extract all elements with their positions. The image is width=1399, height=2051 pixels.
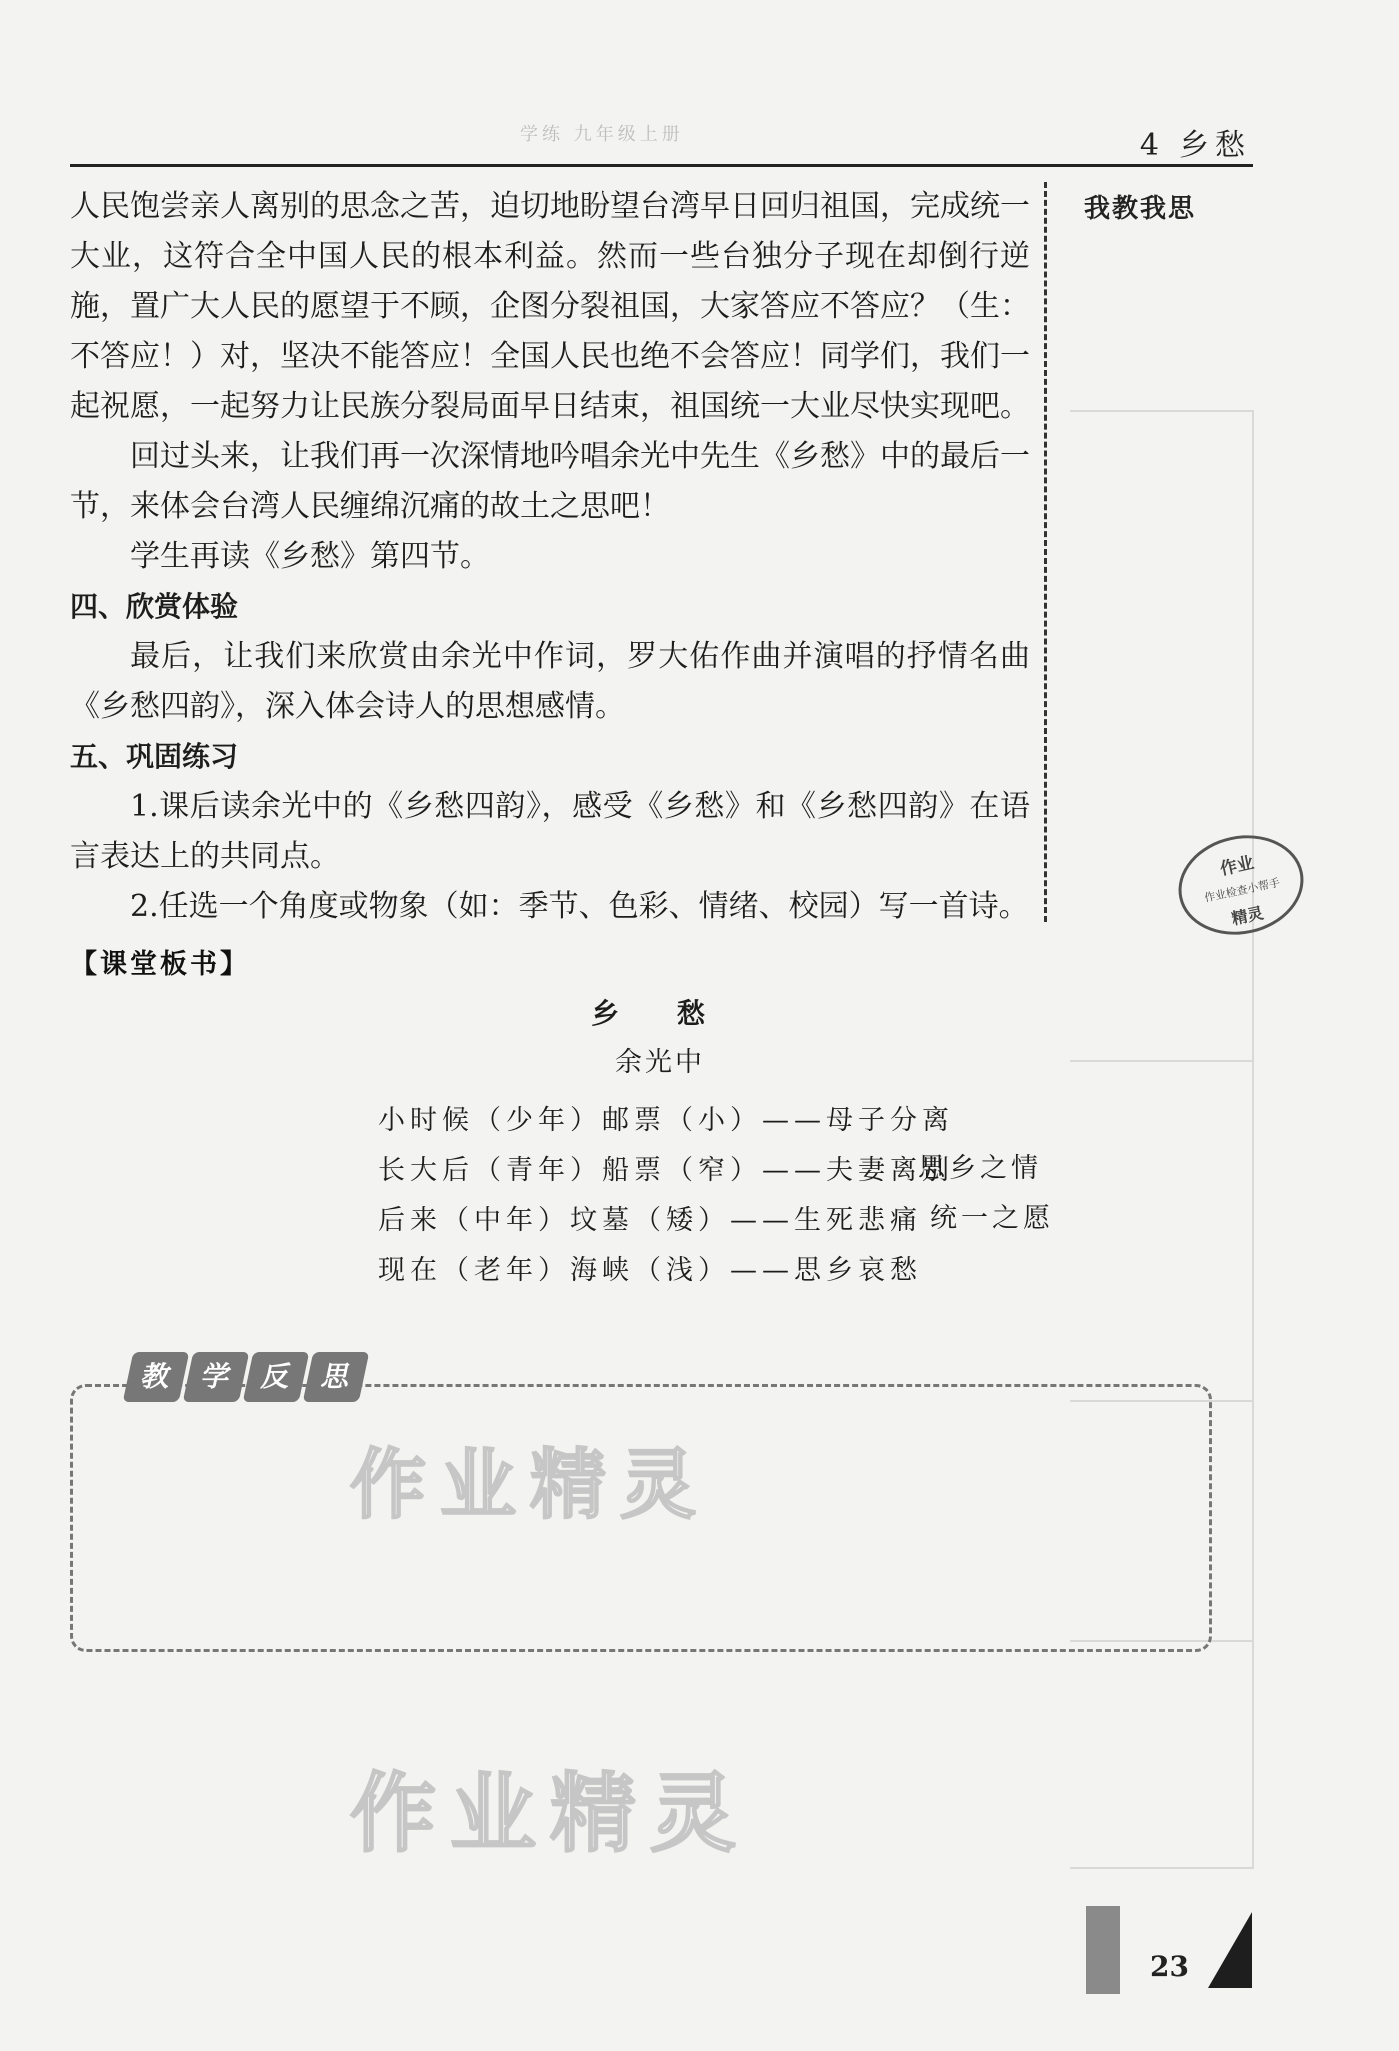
paragraph: 学生再读《乡愁》第四节。	[130, 539, 490, 574]
board-author: 余光中	[615, 1047, 705, 1078]
paragraph: 2.任选一个角度或物象（如：季节、色彩、情绪、校园）写一首诗。	[130, 889, 1029, 924]
watermark: 作业精灵	[350, 1440, 710, 1529]
reflection-banner	[128, 1352, 364, 1402]
chapter-title: 乡愁	[1179, 128, 1251, 163]
footer-gray-block	[1086, 1906, 1120, 1994]
board-line: 现在（老年）海峡（浅）——思乡哀愁	[378, 1255, 922, 1286]
banner-char: 思	[303, 1352, 370, 1402]
column-divider	[1044, 182, 1047, 922]
stamp-line: 精灵	[1229, 903, 1266, 929]
banner-char: 教	[123, 1352, 190, 1402]
side-column-title: 我教我思	[1084, 194, 1197, 224]
board-side-note: 统一之愿	[930, 1203, 1054, 1234]
stamp-line: 作业	[1218, 853, 1256, 880]
watermark: 作业精灵	[350, 1764, 750, 1864]
header-faint-text: 学练 九年级上册	[520, 124, 684, 145]
banner-char: 学	[183, 1352, 250, 1402]
board-line: 小时候（少年）邮票（小）——母子分离	[378, 1105, 954, 1136]
page-number: 23	[1150, 1950, 1189, 1983]
paragraph: 人民饱尝亲人离别的思念之苦，迫切地盼望台湾早日回归祖国，完成统一大业，这符合全中国人民的根本利益。然而一些台独分子现在却倒行逆施，置广大人民的愿望于不顾，企图分裂祖国，大家答应不答应？（生：不答应！）对，坚决不能答应！全国人民也绝不会答应！同学们，我们一起祝愿，一起努力让民族分裂局面早日结束，祖国统一大业尽快实现吧。	[70, 189, 1030, 424]
paragraph: 回过头来，让我们再一次深情地吟唱余光中先生《乡愁》中的最后一节，来体会台湾人民缠绵沉痛的故土之思吧！	[70, 439, 1030, 524]
board-label: 【课堂板书】	[70, 949, 250, 980]
chapter-heading	[1140, 120, 1251, 164]
chapter-number: 4	[1139, 128, 1165, 163]
board-line: 长大后（青年）船票（窄）——夫妻离别	[378, 1155, 954, 1186]
board-lines	[378, 1096, 954, 1296]
board-title: 乡 愁	[591, 997, 729, 1030]
banner-char: 反	[243, 1352, 310, 1402]
board-side-note: 思乡之情	[918, 1153, 1042, 1184]
footer-triangle	[1208, 1912, 1252, 1988]
main-text	[70, 182, 1030, 932]
stamp-line: 作业检查小帮手	[1203, 876, 1282, 905]
paragraph: 最后，让我们来欣赏由余光中作词，罗大佑作曲并演唱的抒情名曲《乡愁四韵》，深入体会诗人的思想感情。	[70, 639, 1030, 724]
paragraph: 1.课后读余光中的《乡愁四韵》，感受《乡愁》和《乡愁四韵》在语言表达上的共同点。	[70, 789, 1030, 874]
board-line: 后来（中年）坟墓（矮）——生死悲痛	[378, 1205, 922, 1236]
header-rule	[70, 164, 1253, 167]
section-heading: 四、欣赏体验	[70, 590, 239, 623]
section-heading: 五、巩固练习	[70, 740, 239, 773]
